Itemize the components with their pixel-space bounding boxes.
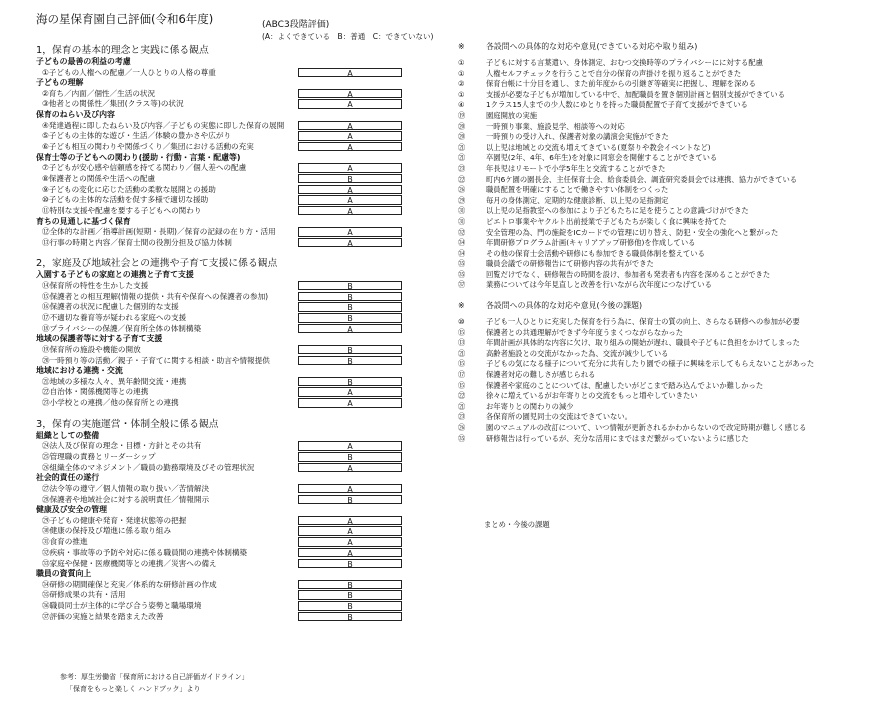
comment-item <box>458 228 866 239</box>
rating-cell: A <box>298 68 402 78</box>
comment-item-text: 年間研修プログラム計画(キャリアアップ研修他)を作成している <box>486 238 696 248</box>
comment-item-text: 高齢者施設との交流がなかった為、交流が減少している <box>486 348 669 358</box>
rating-cell: A <box>298 484 402 494</box>
evaluation-row <box>36 195 416 206</box>
rating-cell: B <box>298 590 402 600</box>
evaluation-row <box>36 324 416 335</box>
comment-item <box>458 402 866 413</box>
rating-cell: A <box>298 131 402 141</box>
issues-heading <box>458 299 866 312</box>
evaluation-item-label: ⑪特別な支援や配慮を要する子どもへの関わり <box>42 205 202 215</box>
comment-item-number: ⑮ <box>458 380 466 390</box>
comment-item-number: ㉓ <box>458 412 466 422</box>
evaluation-item-label: ⑧保護者との関係や生活への配慮 <box>42 173 156 183</box>
comment-item-text: 保育台帳に十分目を通し、また前年度からの引継ぎ等確実に把握し、理解を深める <box>486 79 756 89</box>
comment-item-number: ④ <box>458 100 465 110</box>
comment-item <box>458 175 866 186</box>
comment-item-number: ㊲ <box>458 280 466 290</box>
evaluation-row <box>36 68 416 79</box>
comment-item-number: ① <box>458 89 465 99</box>
evaluation-item-label: ⑯保護者の状況に配慮した個別的な支援 <box>42 302 179 312</box>
comment-item-number: ㉟ <box>458 259 466 269</box>
rating-cell: A <box>298 206 402 216</box>
section-title: 2，家庭及び地域社会との連携や子育て支援に係る観点 <box>36 258 278 270</box>
evaluation-item-label: ㉜疾病・事故等の予防や対応に係る職員間の連携や体制構築 <box>42 547 248 557</box>
evaluation-item-label: ㉔法人及び保育の理念・目標・方針とその共有 <box>42 441 202 451</box>
comment-item <box>458 328 866 339</box>
rating-scale-title: (ABC3段階評価) <box>262 20 330 30</box>
evaluation-row <box>36 601 416 612</box>
comment-item-text: 回覧だけでなく、研修報告の時間を設け、参加者も発表者も内容を深めることができた <box>486 269 771 279</box>
comment-item-number: ㉞ <box>458 238 466 248</box>
evaluation-row <box>36 548 416 559</box>
rating-cell: A <box>298 463 402 473</box>
comment-item-text: 保護者との共通理解ができず今年度うまくつながらなかった <box>486 327 684 337</box>
group-title: 保育士等の子どもへの関わり(援助・行動・言葉・配慮等) <box>36 152 241 162</box>
comment-item-number: ㉙ <box>458 195 466 205</box>
comment-item-number: ㉟ <box>458 269 466 279</box>
comment-item-text: 1クラス15人までの少人数にゆとりを持った職員配置で子育て支援ができている <box>486 100 748 110</box>
evaluation-row <box>36 377 416 388</box>
comment-item <box>458 143 866 154</box>
comment-item <box>458 359 866 370</box>
reference-line-1: 参考：厚生労働省「保育所における自己評価ガイドライン」 <box>60 673 249 681</box>
evaluation-row <box>36 356 416 367</box>
comment-item-text: 園のマニュアルの改訂について、いつ情報が更新されるかわからないので改定時期が難しく感じる <box>486 423 807 432</box>
comment-item-text: 職員配置を明確にすることで働きやすい体制をつくった <box>486 185 669 195</box>
comment-item-number: ㉜ <box>458 227 466 237</box>
rating-cell: A <box>298 238 402 248</box>
evaluation-item-label: ⑦子どもが安心感や信頼感を持てる関わり／個人差への配慮 <box>42 163 247 173</box>
evaluation-row <box>36 131 416 142</box>
comment-item <box>458 58 866 69</box>
group-title: 組織としての整備 <box>36 430 100 440</box>
comment-item <box>458 249 866 260</box>
rating-cell: B <box>298 495 402 505</box>
comment-item <box>458 434 866 445</box>
evaluation-row <box>36 612 416 623</box>
rating-cell: A <box>298 441 402 451</box>
evaluation-item-label: ⑮保護者との相互理解(情報の提供・共有や保育への保護者の参加) <box>42 291 269 301</box>
comment-item <box>458 100 866 111</box>
evaluation-row <box>36 559 416 570</box>
comment-item-text: 子どもの気になる様子について充分に共有したり園での様子に興味を示してもらえないことがあった <box>486 359 815 369</box>
evaluation-item-label: ⑫全体的な計画／指導計画(短期・長期)／保育の記録の在り方・活用 <box>42 227 276 237</box>
comment-item <box>458 196 866 207</box>
comment-item-number: ㉑ <box>458 348 466 358</box>
comment-item-number: ㉟ <box>458 433 466 443</box>
comment-item-text: 毎月の身体測定、定期的な健康診断、以上児の足指測定 <box>486 195 669 205</box>
comment-item-number: ① <box>458 68 465 78</box>
evaluation-row <box>36 89 416 100</box>
evaluation-item-label: ⑥子ども相互の関わりや関係づくり／集団における活動の充実 <box>42 141 254 151</box>
comment-item-text: 一時預り事業、施設見学、相談等への対応 <box>486 121 625 131</box>
rating-cell: A <box>298 398 402 408</box>
comment-item <box>458 412 866 423</box>
evaluation-item-label: ㉕管理職の責務とリーダーシップ <box>42 452 156 461</box>
evaluation-item-label: ㉙子どもの健康や発育・発達状態等の把握 <box>42 515 187 525</box>
comment-item-number: ㉞ <box>458 248 466 258</box>
comment-item <box>458 280 866 291</box>
comment-item-number: ㉒ <box>458 391 466 401</box>
evaluation-item-label: ④発達過程に即したねらい及び内容／子どもの実態に即した保育の展開 <box>42 120 285 130</box>
comment-item-text: 以上児は地域との交流も増えてきている(夏祭りや教会イベントなど) <box>486 142 711 152</box>
evaluation-row <box>36 121 416 132</box>
evaluation-item-label: ㊱職員同士が主体的に学び合う姿勢と職場環境 <box>42 601 202 611</box>
comment-item-text: 卒園児(2年、4年、6年生)を対象に同窓会を開催することができている <box>486 153 718 163</box>
comment-item-text: 園庭開放の実施 <box>486 110 538 120</box>
comment-item <box>458 185 866 196</box>
summary-section <box>484 520 854 532</box>
comment-item-text: 徐々に増えているがお年寄りとの交流をもっと増やしていきたい <box>486 391 698 401</box>
section-title: 1，保育の基本的理念と実践に係る観点 <box>36 45 209 56</box>
comment-item-number: ⑳ <box>458 121 466 131</box>
rating-cell: B <box>298 281 402 291</box>
section-title: 3，保育の実施運営・体制全般に係る観点 <box>36 418 219 430</box>
comment-item <box>458 153 866 164</box>
evaluation-row <box>36 99 416 110</box>
comment-item-text: 子ども一人ひとりに充実した保育を行う為に、保育士の質の向上、さらなる研修への参加が必要 <box>486 317 800 327</box>
rating-cell: B <box>298 601 402 611</box>
rating-legend: (A：よくできている B：普通 C：できていない) <box>262 32 434 41</box>
evaluation-item-label: ㉒自治体・関係機関等との連携 <box>42 387 149 397</box>
comments-panel <box>458 40 866 444</box>
comment-item-text: 年長児はリモートで小学5年生と交流することができた <box>486 163 666 173</box>
evaluation-row <box>36 281 416 292</box>
rating-cell: B <box>298 174 402 184</box>
group-title: 地域における連携・交流 <box>36 366 123 376</box>
comment-item-number: ㉓ <box>458 163 466 173</box>
issues-title: 各設問への具体的な対応や意見(今後の課題) <box>486 301 643 311</box>
rating-cell: B <box>298 559 402 569</box>
evaluation-row <box>36 590 416 601</box>
comment-item-number: ② <box>458 79 465 89</box>
rating-cell: B <box>298 345 402 355</box>
comment-item-text: その他の保育士会活動や研修にも参加できる職員体制を整えている <box>486 248 705 258</box>
evaluation-item-label: ⑱プライバシーの保護／保育所全体の体制構築 <box>42 323 202 333</box>
rating-cell: B <box>298 302 402 312</box>
comment-item <box>458 79 866 90</box>
comment-item-number: ⑰ <box>458 370 466 380</box>
note-mark: ※ <box>458 301 465 311</box>
group-title: 健康及び安全の管理 <box>36 505 108 515</box>
evaluation-item-label: ㉞研修の期間確保と充実／体系的な研修計画の作成 <box>42 579 217 589</box>
group-title: 保育のねらい及び内容 <box>36 110 115 120</box>
comment-item-text: 町内6ケ園の園長会、主任保育士会、給食委員会、調査研究委員会では連携、協力ができている <box>486 174 798 184</box>
evaluation-row <box>36 302 416 313</box>
evaluation-item-label: ③他者との関係性／集団(クラス等)の状況 <box>42 99 184 109</box>
comment-item <box>458 370 866 381</box>
comment-item-text: 各保育所の園児同士の交流はできていない。 <box>486 412 632 422</box>
comment-item-text: 人権セルフチェックを行うことで自分の保育の声掛けを振り返ることができた <box>486 68 742 78</box>
evaluation-item-label: ㉖組織全体のマネジメント／職員の勤務環境及びその管理状況 <box>42 462 255 472</box>
evaluation-row <box>36 387 416 398</box>
comment-item-text: 保護者対応の難しさが感じられる <box>486 370 596 380</box>
evaluation-row <box>36 580 416 591</box>
group-title: 地域の保護者等に対する子育て支援 <box>36 334 163 344</box>
evaluation-item-label: ②育ち／内面／個性／生活の状況 <box>42 88 156 98</box>
comment-item-number: ㉑ <box>458 401 466 411</box>
comment-item <box>458 270 866 281</box>
comment-item-number: ⑬ <box>458 338 466 348</box>
evaluation-row <box>36 238 416 249</box>
reference-note <box>60 671 249 695</box>
comment-item-number: ㉖ <box>458 185 466 195</box>
comment-item <box>458 391 866 402</box>
rating-cell: B <box>298 452 402 462</box>
comment-item-text: 安全管理の為、門の施錠をICカードでの管理に切り替え、防犯・安全の強化へと繋がった <box>486 227 779 237</box>
evaluation-item-label: ⑬行事の時期と内容／保育士間の役割分担及び協力体制 <box>42 237 232 247</box>
evaluation-row <box>36 292 416 303</box>
comment-item <box>458 317 866 328</box>
evaluation-row <box>36 463 416 474</box>
evaluation-item-label: ⑳一時預り等の活動／親子・子育てに関する相談・助言や情報提供 <box>42 355 270 365</box>
rating-cell: A <box>298 516 402 526</box>
evaluation-row <box>36 441 416 452</box>
evaluation-item-label: ⑰不適切な養育等が疑われる家庭への支援 <box>42 313 187 322</box>
comment-item <box>458 69 866 80</box>
rating-cell: B <box>298 292 402 302</box>
evaluation-item-label: ㉝家庭や保健・医療機関等との連携／災害への備え <box>42 558 217 568</box>
comment-item <box>458 206 866 217</box>
rating-cell: A <box>298 324 402 334</box>
rating-cell: B <box>298 377 402 387</box>
evaluation-item-label: ㉚健康の保持及び増進に係る取り組み <box>42 526 172 536</box>
comment-item <box>458 259 866 270</box>
rating-cell: A <box>298 537 402 547</box>
group-title: 社会的責任の遂行 <box>36 473 100 483</box>
rating-cell: A <box>298 195 402 205</box>
evaluation-item-label: ⑨子どもの変化に応じた活動の柔軟な展開との援助 <box>42 184 216 194</box>
comment-item-text: 一時預りの受け入れ、保護者対象の講演会実施ができた <box>486 132 669 142</box>
comment-item <box>458 238 866 249</box>
evaluation-item-label: ㉑地域の多様な人々、異年齢間交流・連携 <box>42 376 187 386</box>
rating-cell: B <box>298 313 402 323</box>
comment-item <box>458 349 866 360</box>
group-title: 子どもの理解 <box>36 78 84 88</box>
evaluation-row <box>36 452 416 463</box>
evaluation-row <box>36 313 416 324</box>
good-points-title: 各設問への具体的な対応や意見(できている対応や取り組み) <box>486 42 698 51</box>
rating-cell: A <box>298 99 402 109</box>
evaluation-row <box>36 206 416 217</box>
good-points-heading <box>458 40 866 53</box>
comment-item-number: ㉛ <box>458 216 466 226</box>
evaluation-item-label: ㉟研修成果の共有・活用 <box>42 590 126 600</box>
evaluation-table <box>36 44 416 622</box>
comment-item-number: ⑲ <box>458 110 466 120</box>
comment-item-text: 年間計画が具体的な内容に欠け、取り組みの開始が遅れ、職員や子どもに負担をかけてしまった <box>486 338 800 348</box>
reference-line-2: 「保育をもっと楽しく ハンドブック」より <box>66 685 201 693</box>
rating-cell: B <box>298 580 402 590</box>
comment-item <box>458 132 866 143</box>
evaluation-item-label: ⑭保育所の特性を生かした支援 <box>42 280 149 290</box>
comment-item-number: ⑮ <box>458 327 466 337</box>
evaluation-item-label: ㉘保護者や地域社会に対する説明責任／情報開示 <box>42 494 210 504</box>
comment-item <box>458 423 866 434</box>
evaluation-row <box>36 537 416 548</box>
comment-item-text: 保護者や家庭のことについては、配慮したいがどこまで踏み込んでよいか難しかった <box>486 380 764 390</box>
comment-item-number: ① <box>458 58 465 67</box>
group-title: 子どもの最善の利益の考慮 <box>36 57 131 66</box>
comment-item <box>458 217 866 228</box>
comment-item-number: ㉑ <box>458 153 466 163</box>
evaluation-row <box>36 398 416 409</box>
evaluation-row <box>36 227 416 238</box>
evaluation-item-label: ㊲評価の実施と結果を踏まえた改善 <box>42 611 164 621</box>
comment-item-number: ⑩ <box>458 317 465 327</box>
rating-cell: A <box>298 89 402 99</box>
rating-cell: A <box>298 526 402 536</box>
rating-cell: A <box>298 387 402 397</box>
evaluation-item-label: ㉛食育の推進 <box>42 537 88 547</box>
rating-cell: B <box>298 612 402 622</box>
evaluation-row <box>36 345 416 356</box>
good-points-list <box>458 58 866 291</box>
evaluation-item-label: ①子どもの人権への配慮／一人ひとりの人格の尊重 <box>42 67 216 77</box>
comment-item-text: お年寄りとの関わりの減少 <box>486 401 574 411</box>
summary-heading: まとめ・今後の課題 <box>484 520 550 529</box>
issues-list <box>458 317 866 444</box>
comment-item-text: ピエトロ事業やヤクルト出前授業で子どもたちが楽しく食に興味を持てた <box>486 216 727 226</box>
evaluation-item-label: ⑲保育所の施設や機能の開放 <box>42 344 141 354</box>
group-title: 育ちの見通しに基づく保育 <box>36 216 131 226</box>
evaluation-row <box>36 526 416 537</box>
comment-item <box>458 338 866 349</box>
comment-item-number: ㉑ <box>458 142 466 152</box>
evaluation-item-label: ㉗法令等の遵守／個人情報の取り扱い／苦情解決 <box>42 483 210 493</box>
comment-item-number: ㉒ <box>458 174 466 184</box>
evaluation-row <box>36 516 416 527</box>
rating-cell: A <box>298 548 402 558</box>
evaluation-item-label: ⑤子どもの主体的な遊び・生活／体験の豊かさや広がり <box>42 131 232 141</box>
evaluation-row <box>36 174 416 185</box>
comment-item-text: 職員会議での研修報告にて研修内容の共有ができた <box>486 259 654 269</box>
evaluation-row <box>36 142 416 153</box>
comment-item-text: 研修報告は行っているが、充分な活用にまではまだ繋がっていないように感じた <box>486 433 749 443</box>
comment-item-text: 以上児の足指教室への参加により子どもたちに足を使うことの意識づけができた <box>486 206 749 216</box>
rating-cell: A <box>298 121 402 131</box>
page-title: 海の星保育園自己評価(令和6年度) <box>36 12 214 26</box>
evaluation-row <box>36 185 416 196</box>
comment-item-text: 支援が必要な子どもが増加している中で、加配職員を置き個別計画と個別支援ができている <box>486 89 786 99</box>
rating-cell: B <box>298 356 402 366</box>
evaluation-row <box>36 495 416 506</box>
comment-item <box>458 111 866 122</box>
evaluation-row <box>36 163 416 174</box>
evaluation-item-label: ⑩子どもの主体的な活動を促す多様で適切な援助 <box>42 195 209 205</box>
comment-item-number: ⑮ <box>458 359 466 369</box>
group-title: 職員の資質向上 <box>36 569 92 579</box>
evaluation-row <box>36 484 416 495</box>
comment-item <box>458 164 866 175</box>
comment-item-number: ⑳ <box>458 132 466 142</box>
evaluation-item-label: ㉓小学校との連携／他の保育所との連携 <box>42 398 179 408</box>
comment-item-number: ㉖ <box>458 423 466 432</box>
rating-cell: A <box>298 185 402 195</box>
comment-item <box>458 90 866 101</box>
group-title: 入園する子どもの家庭との連携と子育て支援 <box>36 270 194 280</box>
rating-cell: A <box>298 142 402 152</box>
note-mark: ※ <box>458 42 465 51</box>
comment-item-text: 業務については今年見直しと改善を行いながら次年度につなげている <box>486 280 712 290</box>
comment-item <box>458 381 866 392</box>
comment-item <box>458 122 866 133</box>
comment-item-text: 子どもに対する言葉遣い、身体測定、おむつ交換時等のプライバシーにに対する配慮 <box>486 58 763 67</box>
comment-item-number: ㉛ <box>458 206 466 216</box>
rating-cell: A <box>298 227 402 237</box>
rating-cell: A <box>298 163 402 173</box>
